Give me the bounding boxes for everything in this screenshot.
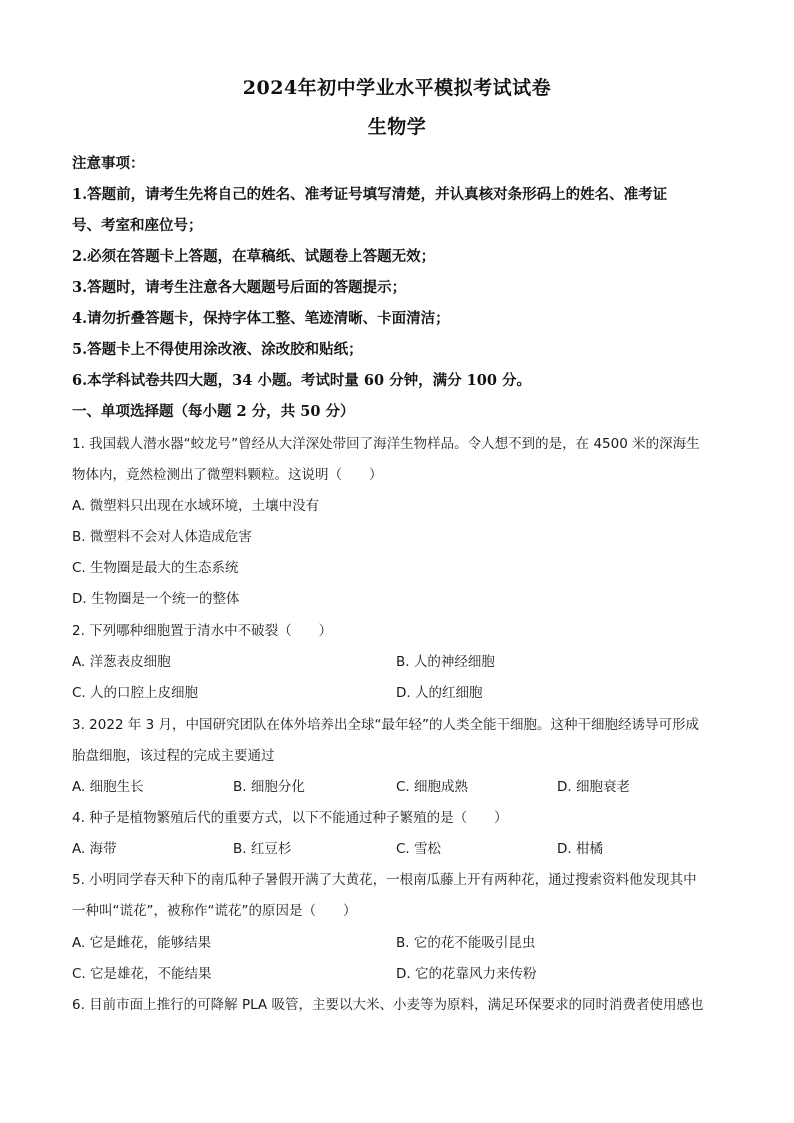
question-2-option-b: B. 人的神经细胞: [396, 654, 495, 670]
question-5-stem: 5. 小明同学春天种下的南瓜种子暑假开满了大黄花，一根南瓜藤上开有两种花，通过搜索资料他发现其中: [72, 872, 697, 888]
question-2-option-d: D. 人的红细胞: [396, 685, 483, 701]
question-3-option-d: D. 细胞衰老: [557, 779, 630, 795]
question-3-stem: 3. 2022 年 3 月，中国研究团队在体外培养出全球“最年轻”的人类全能干细胞。这种干细胞经诱导可形成: [72, 717, 699, 733]
question-5-option-c: C. 它是雄花，不能结果: [72, 966, 212, 982]
question-4-option-c: C. 雪松: [396, 841, 442, 857]
question-5-stem-cont: 一种叫“谎花”，被称作“谎花”的原因是（ ）: [72, 903, 357, 919]
question-3-stem-cont: 胎盘细胞，该过程的完成主要通过: [72, 748, 275, 764]
question-6-stem: 6. 目前市面上推行的可降解 PLA 吸管，主要以大米、小麦等为原料，满足环保要求的同时消费者使用感也: [72, 997, 704, 1013]
notice-item: 5.答题卡上不得使用涂改液、涂改胶和贴纸；: [72, 341, 363, 358]
question-1-stem: 1. 我国载人潜水器“蛟龙号”曾经从大洋深处带回了海洋生物样品。令人想不到的是，在 4500 米的深海生: [72, 436, 700, 452]
question-4-option-a: A. 海带: [72, 841, 117, 857]
notice-item: 号、考室和座位号；: [72, 217, 203, 234]
question-3-option-a: A. 细胞生长: [72, 779, 144, 795]
question-2-option-a: A. 洋葱表皮细胞: [72, 654, 171, 670]
exam-title: 2024年初中学业水平模拟考试试卷: [242, 77, 552, 99]
question-1-option-b: B. 微塑料不会对人体造成危害: [72, 529, 252, 545]
notice-item: 3.答题时，请考生注意各大题题号后面的答题提示；: [72, 279, 407, 296]
question-4-option-d: D. 柑橘: [557, 841, 603, 857]
notice-heading: 注意事项：: [72, 155, 145, 172]
notice-item: 4.请勿折叠答题卡，保持字体工整、笔迹清晰、卡面清洁；: [72, 310, 450, 327]
notice-item: 2.必须在答题卡上答题，在草稿纸、试题卷上答题无效；: [72, 248, 436, 265]
question-5-option-d: D. 它的花靠风力来传粉: [396, 966, 537, 982]
notice-item: 1.答题前，请考生先将自己的姓名、准考证号填写清楚，并认真核对条形码上的姓名、准考证: [72, 186, 668, 203]
section-heading: 一、单项选择题（每小题 2 分，共 50 分）: [72, 403, 355, 420]
question-5-option-a: A. 它是雌花，能够结果: [72, 935, 212, 951]
question-2-option-c: C. 人的口腔上皮细胞: [72, 685, 199, 701]
question-4-stem: 4. 种子是植物繁殖后代的重要方式，以下不能通过种子繁殖的是（ ）: [72, 810, 508, 826]
question-4-option-b: B. 红豆杉: [233, 841, 292, 857]
question-1-option-a: A. 微塑料只出现在水域环境，土壤中没有: [72, 498, 320, 514]
question-3-option-b: B. 细胞分化: [233, 779, 305, 795]
question-3-option-c: C. 细胞成熟: [396, 779, 469, 795]
question-1-option-c: C. 生物圈是最大的生态系统: [72, 560, 239, 576]
notice-item: 6.本学科试卷共四大题，34 小题。考试时量 60 分钟，满分 100 分。: [72, 372, 531, 389]
subject-title: 生物学: [367, 116, 427, 138]
question-1-stem-cont: 物体内，竟然检测出了微塑料颗粒。这说明（ ）: [72, 467, 383, 483]
question-1-option-d: D. 生物圈是一个统一的整体: [72, 591, 240, 607]
question-2-stem: 2. 下列哪种细胞置于清水中不破裂（ ）: [72, 623, 333, 639]
question-5-option-b: B. 它的花不能吸引昆虫: [396, 935, 536, 951]
